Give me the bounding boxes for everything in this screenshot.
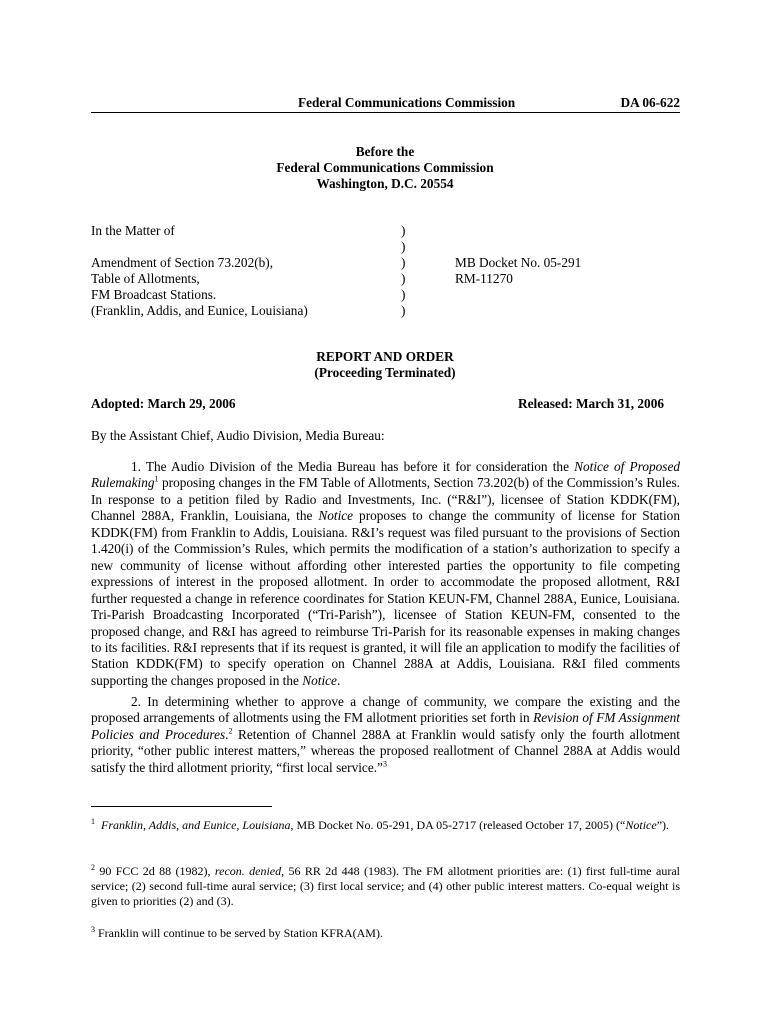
- footnote-ref-1[interactable]: 1: [154, 475, 159, 485]
- report-title: REPORT AND ORDER: [316, 349, 454, 364]
- docket-number: MB Docket No. 05-291: [455, 255, 582, 270]
- title-before: Before the: [355, 144, 415, 159]
- caption-paren: ): [401, 255, 406, 270]
- footnote-rule: [91, 806, 272, 807]
- released-date: Released: March 31, 2006: [518, 396, 664, 411]
- footnote-1: $^1$ Franklin, Addis, and Eunice, Louisiana, MB Docket No. 05-291, DA 05-2717 (released October 17, 2005) (“Notice”).: [91, 817, 670, 832]
- paragraph-2: 2. In determining whether to approve a change of community, we compare the existing and the proposed arrangements of allotments using the FM allotment priorities set forth in Revision of FM Assignment Policies and Procedures.$^2$ Retention of Channel 288A at Franklin would satisfy only the fourth allotment priority, “other public interest matters,” whereas the proposed reallotment of Channel 288A at Addis would satisfy the third allotment priority, “first local service.”$^3$: [91, 694, 680, 775]
- byline: By the Assistant Chief, Audio Division, Media Bureau:: [91, 428, 385, 443]
- caption-paren: ): [401, 303, 406, 318]
- caption-line-1: Amendment of Section 73.202(b),: [91, 255, 274, 270]
- caption-paren: ): [401, 271, 406, 286]
- caption-line-2: Table of Allotments,: [91, 271, 200, 286]
- footnote-ref-3[interactable]: 3: [382, 759, 387, 769]
- footnote-3: $^3$ Franklin will continue to be served by Station KFRA(AM).: [91, 925, 383, 940]
- report-subtitle: (Proceeding Terminated): [314, 365, 456, 380]
- rm-number: RM-11270: [455, 271, 513, 286]
- header-rule: [91, 112, 680, 113]
- footnote-ref-2[interactable]: 2: [228, 726, 233, 736]
- title-location: Washington, D.C. 20554: [316, 176, 454, 191]
- caption-line-4: (Franklin, Addis, and Eunice, Louisiana): [91, 303, 308, 318]
- caption-paren: ): [401, 287, 406, 302]
- caption-matter: In the Matter of: [91, 223, 175, 238]
- title-agency: Federal Communications Commission: [276, 160, 494, 175]
- document-number: DA 06-622: [620, 95, 680, 110]
- footnote-2: $^2$ 90 FCC 2d 88 (1982), recon. denied, 56 RR 2d 448 (1983). The FM allotment priorities are: (1) first full-time aural service; (2) second full-time aural service; (3) first local service; and (4) other public interest matters. Co-equal weight is given to priorities (2) and (3).: [91, 863, 680, 908]
- caption-paren: ): [401, 239, 406, 254]
- header-agency: Federal Communications Commission: [298, 95, 516, 110]
- caption-paren: ): [401, 223, 406, 238]
- paragraph-1: 1. The Audio Division of the Media Bureau has before it for consideration the Notice of Proposed Rulemaking$^1$ proposing changes in the FM Table of Allotments, Section 73.202(b) of the Commission’s Rules. In response to a petition filed by Radio and Investments, Inc. (“R&I”), licensee of Station KDDK(FM), Channel 288A, Franklin, Louisiana, the Notice proposes to change the community of license for Station KDDK(FM) from Franklin to Addis, Louisiana. R&I’s request was filed pursuant to the provisions of Section 1.420(i) of the Commission’s Rules, which permits the modification of a station’s authorization to specify a new community of license without affording other interested parties the opportunity to file competing expressions of interest in the proposed allotment. In order to accommodate the proposed allotment, R&I further requested a change in reference coordinates for Station KEUN-FM, Channel 288A, Eunice, Louisiana. Tri-Parish Broadcasting Incorporated (“Tri-Parish”), licensee of Station KEUN-FM, consented to the proposed change, and R&I has agreed to reimburse Tri-Parish for its reasonable expenses in making changes to its facilities. R&I represents that if its request is granted, it will file an application to modify the facilities of Station KDDK(FM) to specify operation on Channel 288A at Addis, Louisiana. R&I filed comments supporting the changes proposed in the Notice.: [91, 459, 680, 688]
- caption-line-3: FM Broadcast Stations.: [91, 287, 217, 302]
- adopted-date: Adopted: March 29, 2006: [91, 396, 236, 411]
